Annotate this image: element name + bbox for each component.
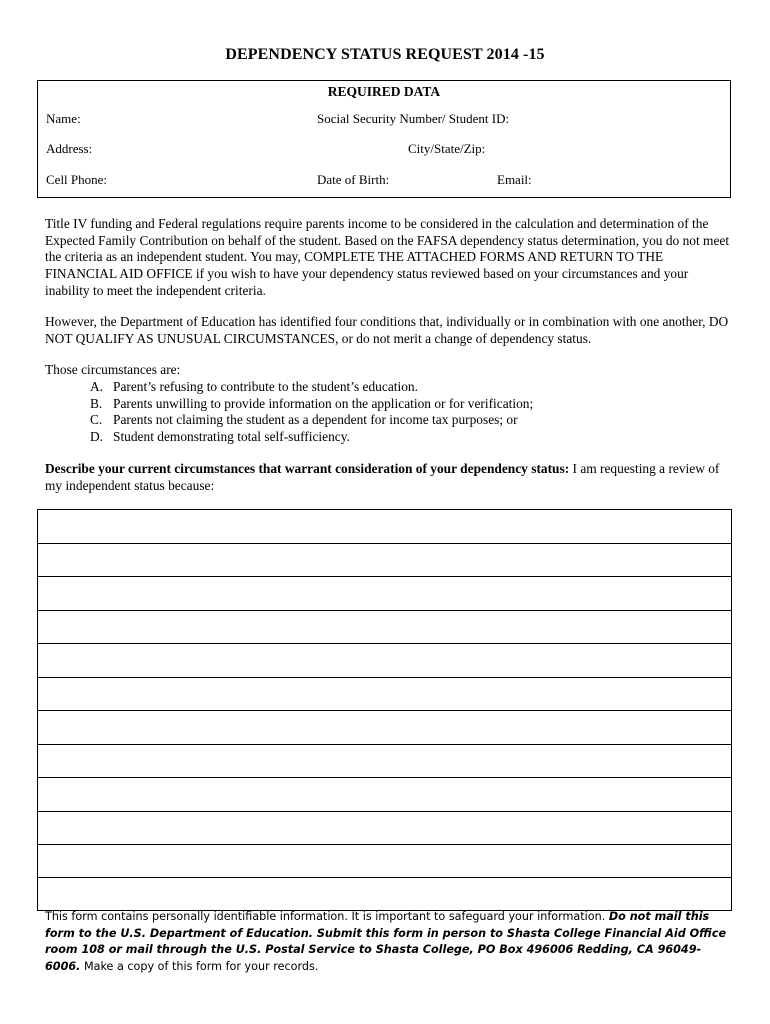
writing-line: [38, 877, 731, 878]
describe-prompt-bold: Describe your current circumstances that warrant consideration of your dependency status:: [45, 461, 570, 476]
city-state-zip-field-label[interactable]: City/State/Zip:: [408, 141, 486, 156]
required-data-box: [37, 80, 731, 198]
footer-notice: [45, 909, 735, 975]
list-item: C. Parents not claiming the student as a dependent for income tax purposes; or: [90, 412, 518, 428]
required-data-heading: REQUIRED DATA: [327, 84, 441, 99]
explanation-writing-area[interactable]: [37, 509, 732, 911]
describe-prompt-rest: I am requesting a review of my independent status because:: [45, 461, 720, 493]
paragraph-funding: [45, 216, 730, 300]
footer-notice-part3: Make a copy of this form for your records.: [80, 959, 319, 973]
writing-line: [38, 543, 731, 544]
circumstances-list: [90, 379, 533, 446]
circumstances-intro: Those circumstances are:: [45, 362, 181, 377]
footer-notice-part1: This form contains personally identifiable information. It is important to safeguard your information.: [45, 910, 609, 923]
list-item: D. Student demonstrating total self-sufficiency.: [90, 429, 350, 445]
describe-prompt: [45, 461, 735, 494]
writing-line: [38, 777, 731, 778]
paragraph-conditions-text: However, the Department of Education has identified four conditions that, individually or in combination with one another, DO NOT QUALIFY AS UNUSUAL CIRCUMSTANCES, or do not merit a change of dependency status.: [45, 314, 729, 346]
writing-line: [38, 610, 731, 611]
list-item: B. Parents unwilling to provide information on the application or for verification;: [90, 395, 534, 411]
writing-line: [38, 710, 731, 711]
name-field-label[interactable]: Name:: [46, 111, 81, 126]
writing-line: [38, 643, 731, 644]
ssn-field-label[interactable]: Social Security Number/ Student ID:: [317, 111, 510, 126]
writing-line: [38, 576, 731, 577]
writing-line: [38, 844, 731, 845]
address-field-label[interactable]: Address:: [46, 141, 93, 156]
paragraph-funding-text: Title IV funding and Federal regulations require parents income to be considered in the calculation and determination of the Expected Family Contribution on behalf of the student. Based on the FAFSA dependency status determination, you do not meet the criteria as an independent student. You may, COMPLETE THE ATTACHED FORMS AND RETURN TO THE FINANCIAL AID OFFICE if you wish to have your dependency status reviewed based on your circumstances and your inability to meet the independent criteria.: [45, 216, 730, 298]
writing-line: [38, 744, 731, 745]
footer-notice-mail-instructions: Do not mail this form to the U.S. Department of Education. Submit this form in person to Shasta College Financial Aid Office room 108 or mail through the U.S. Postal Service to Shasta College, PO Box 496006 Redding, CA 96049-6006.: [45, 910, 727, 973]
email-field-label[interactable]: Email:: [497, 172, 532, 187]
writing-line: [38, 677, 731, 678]
list-item: A. Parent’s refusing to contribute to the student’s education.: [90, 379, 418, 394]
cell-phone-field-label[interactable]: Cell Phone:: [46, 172, 108, 187]
paragraph-conditions: [45, 314, 730, 347]
date-of-birth-field-label[interactable]: Date of Birth:: [317, 172, 390, 187]
page-title: DEPENDENCY STATUS REQUEST 2014 -15: [225, 46, 545, 63]
writing-line: [38, 811, 731, 812]
